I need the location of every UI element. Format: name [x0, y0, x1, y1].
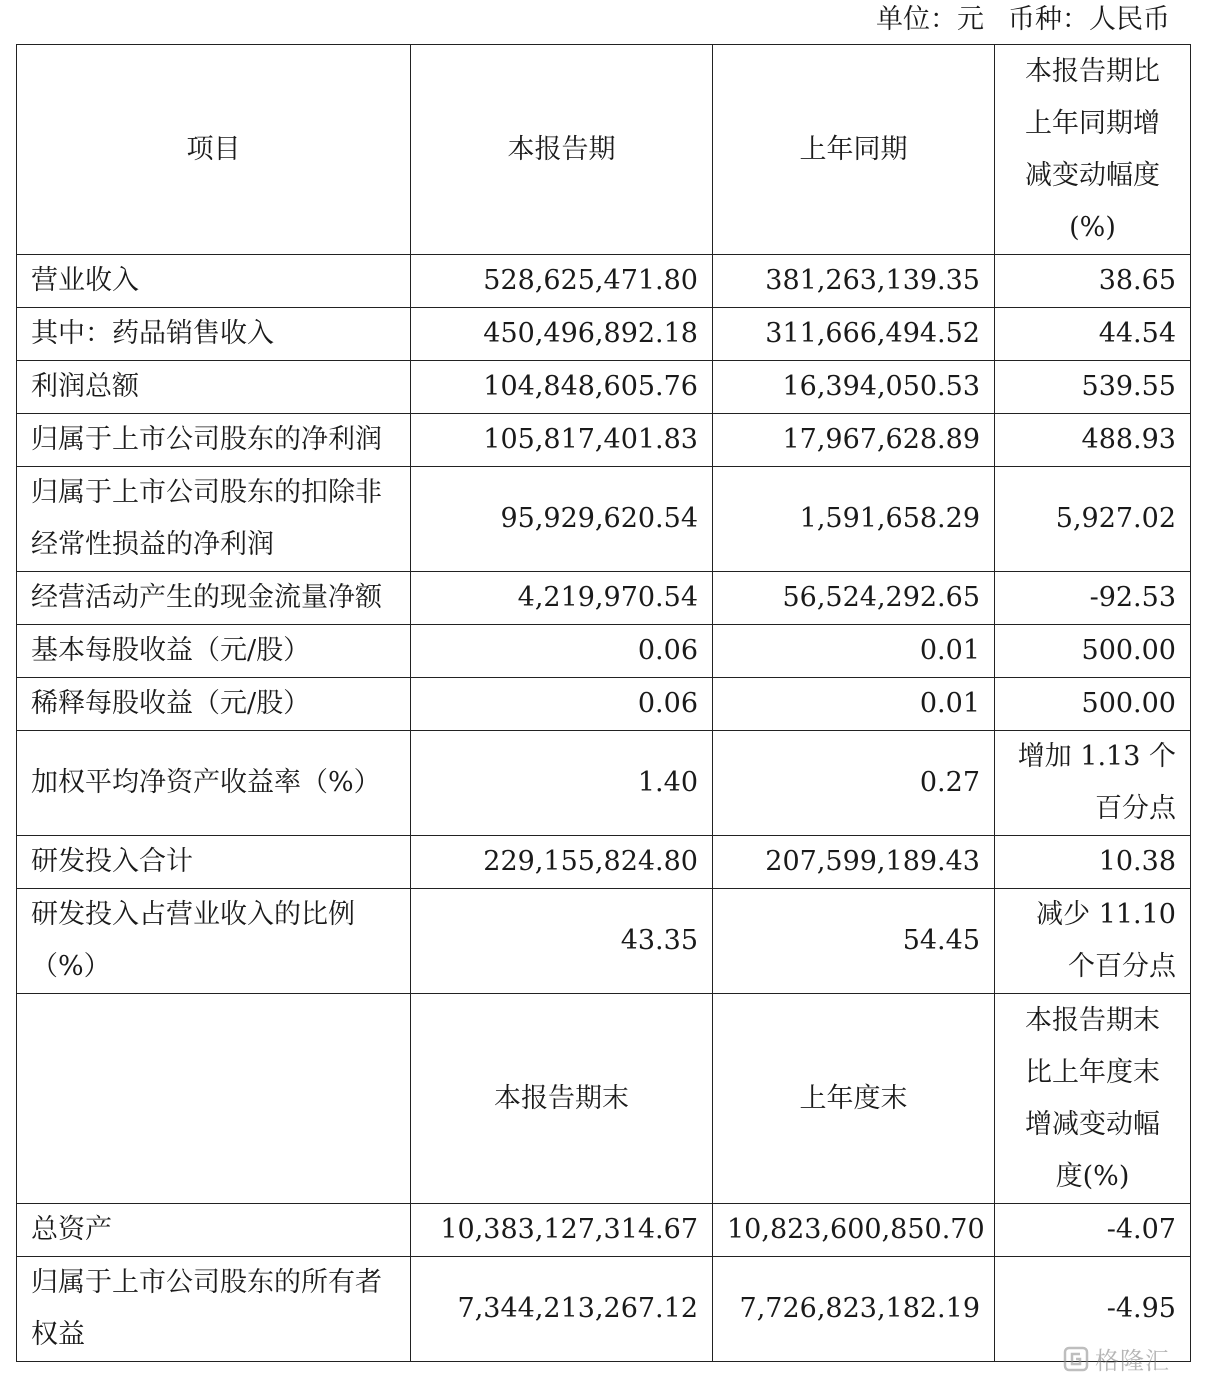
row-change: -92.53 — [995, 572, 1191, 625]
table-row — [17, 414, 1191, 467]
row-current: 450,496,892.18 — [411, 308, 713, 361]
row-change: 增加 1.13 个 百分点 — [995, 731, 1191, 836]
table-row — [17, 1204, 1191, 1257]
row-change: 10.38 — [995, 836, 1191, 889]
row-current: 229,155,824.80 — [411, 836, 713, 889]
row-name: 总资产 — [17, 1204, 411, 1257]
gelonghui-logo-icon — [1063, 1346, 1089, 1372]
table-row — [17, 361, 1191, 414]
row-prior: 311,666,494.52 — [713, 308, 995, 361]
row-current: 104,848,605.76 — [411, 361, 713, 414]
row-current: 528,625,471.80 — [411, 255, 713, 308]
header-change: 本报告期末 比上年度末 增减变动幅 度(%) — [995, 994, 1191, 1204]
header-prior: 上年度末 — [713, 994, 995, 1204]
row-prior: 381,263,139.35 — [713, 255, 995, 308]
row-change: -4.95 — [995, 1257, 1191, 1362]
table-row — [17, 255, 1191, 308]
financial-table-body — [17, 45, 1191, 1362]
row-name: 营业收入 — [17, 255, 411, 308]
watermark-text: 格隆汇 — [1095, 1347, 1170, 1375]
row-prior: 7,726,823,182.19 — [713, 1257, 995, 1362]
row-change: 5,927.02 — [995, 467, 1191, 572]
financial-table — [16, 44, 1191, 1362]
row-change: 44.54 — [995, 308, 1191, 361]
table-row — [17, 731, 1191, 836]
header-current: 本报告期 — [411, 45, 713, 255]
table-row — [17, 572, 1191, 625]
row-current: 4,219,970.54 — [411, 572, 713, 625]
table-row — [17, 467, 1191, 572]
row-current: 95,929,620.54 — [411, 467, 713, 572]
currency-label: 币种：人民币 — [1008, 4, 1170, 35]
row-name: 稀释每股收益（元/股） — [17, 678, 411, 731]
row-current: 0.06 — [411, 625, 713, 678]
row-change: 减少 11.10 个百分点 — [995, 889, 1191, 994]
row-current: 7,344,213,267.12 — [411, 1257, 713, 1362]
table-row — [17, 889, 1191, 994]
row-prior: 0.01 — [713, 625, 995, 678]
row-prior: 0.27 — [713, 731, 995, 836]
row-change: 488.93 — [995, 414, 1191, 467]
row-prior: 56,524,292.65 — [713, 572, 995, 625]
row-current: 43.35 — [411, 889, 713, 994]
header-current: 本报告期末 — [411, 994, 713, 1204]
row-name: 研发投入占营业收入的比例 （%） — [17, 889, 411, 994]
table-row — [17, 836, 1191, 889]
row-name: 研发投入合计 — [17, 836, 411, 889]
row-prior: 16,394,050.53 — [713, 361, 995, 414]
row-name: 其中：药品销售收入 — [17, 308, 411, 361]
row-prior: 0.01 — [713, 678, 995, 731]
header-prior: 上年同期 — [713, 45, 995, 255]
table-header-row — [17, 45, 1191, 255]
row-change: 500.00 — [995, 678, 1191, 731]
table-header-row — [17, 994, 1191, 1204]
row-prior: 10,823,600,850.70 — [713, 1204, 995, 1257]
row-prior: 17,967,628.89 — [713, 414, 995, 467]
row-prior: 54.45 — [713, 889, 995, 994]
row-name: 基本每股收益（元/股） — [17, 625, 411, 678]
row-change: 500.00 — [995, 625, 1191, 678]
row-name: 加权平均净资产收益率（%） — [17, 731, 411, 836]
row-change: 38.65 — [995, 255, 1191, 308]
header-item — [17, 994, 411, 1204]
table-row — [17, 308, 1191, 361]
row-name: 归属于上市公司股东的净利润 — [17, 414, 411, 467]
row-name: 归属于上市公司股东的扣除非 经常性损益的净利润 — [17, 467, 411, 572]
row-name: 经营活动产生的现金流量净额 — [17, 572, 411, 625]
row-name: 利润总额 — [17, 361, 411, 414]
unit-line — [876, 2, 1170, 38]
row-name: 归属于上市公司股东的所有者 权益 — [17, 1257, 411, 1362]
table-row — [17, 1257, 1191, 1362]
row-prior: 1,591,658.29 — [713, 467, 995, 572]
row-change: -4.07 — [995, 1204, 1191, 1257]
row-change: 539.55 — [995, 361, 1191, 414]
row-current: 1.40 — [411, 731, 713, 836]
header-item: 项目 — [17, 45, 411, 255]
header-change: 本报告期比 上年同期增 减变动幅度 (%) — [995, 45, 1191, 255]
row-prior: 207,599,189.43 — [713, 836, 995, 889]
row-current: 105,817,401.83 — [411, 414, 713, 467]
row-current: 0.06 — [411, 678, 713, 731]
row-current: 10,383,127,314.67 — [411, 1204, 713, 1257]
watermark-logo — [1063, 1341, 1170, 1376]
table-row — [17, 678, 1191, 731]
table-row — [17, 625, 1191, 678]
unit-label: 单位：元 — [876, 4, 984, 35]
